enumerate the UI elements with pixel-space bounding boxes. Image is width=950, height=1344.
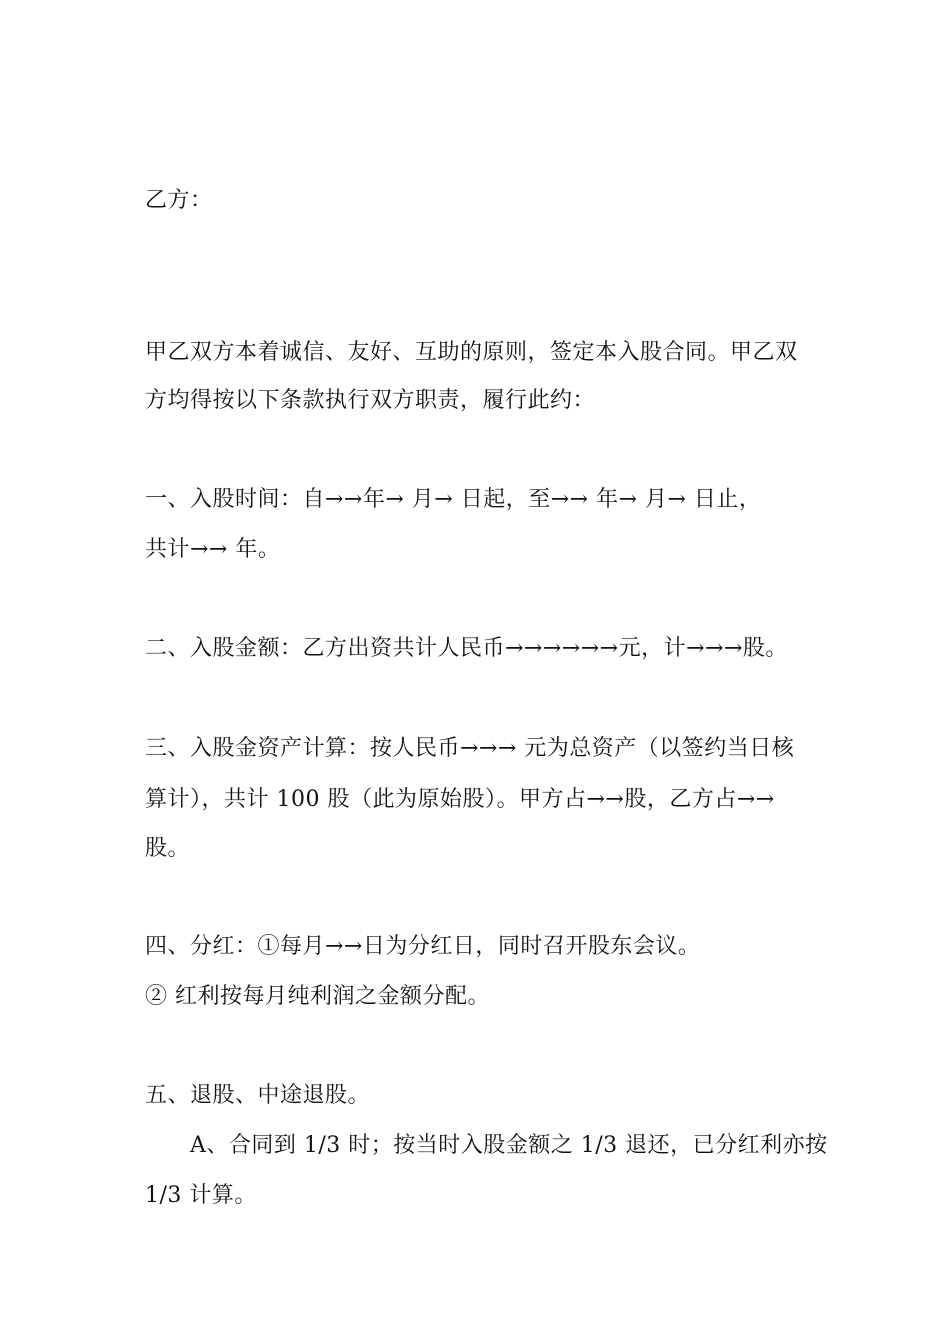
clause-1-line-1: 一、入股时间：自→→年→ 月→ 日起，至→→ 年→ 月→ 日止， [145, 487, 762, 512]
clause-5-item-a-line-1: A、合同到 1/3 时；按当时入股金额之 1/3 退还，已分红利亦按 [190, 1133, 828, 1158]
clause-3-line-3: 股。 [145, 836, 191, 861]
clause-4-line-2: ② 红利按每月纯利润之金额分配。 [145, 984, 490, 1009]
clause-1-line-2: 共计→→ 年。 [145, 537, 281, 562]
clause-5-item-a-line-2: 1/3 计算。 [145, 1183, 257, 1208]
preamble-line-1: 甲乙双方本着诚信、友好、互助的原则，签定本入股合同。甲乙双 [145, 340, 798, 365]
clause-3-line-1: 三、入股金资产计算：按人民币→→→ 元为总资产（以签约当日核 [145, 736, 795, 761]
clause-3-line-2: 算计），共计 100 股（此为原始股）。甲方占→→股，乙方占→→ [145, 787, 775, 812]
clause-4-line-1: 四、分红：①每月→→日为分红日，同时召开股东会议。 [145, 934, 701, 959]
preamble-line-2: 方均得按以下条款执行双方职责，履行此约： [145, 388, 596, 413]
party-b-label: 乙方： [145, 188, 213, 213]
clause-5-title: 五、退股、中途退股。 [145, 1083, 371, 1108]
clause-2-line-1: 二、入股金额：乙方出资共计人民币→→→→→→元，计→→→股。 [145, 636, 788, 661]
